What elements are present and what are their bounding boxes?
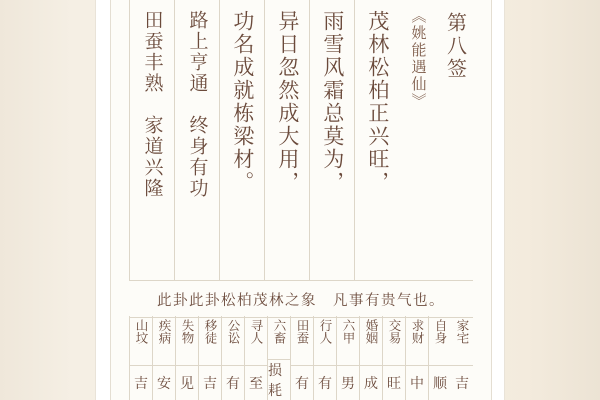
slip-title: 《姚能遇仙》 (409, 8, 426, 110)
category-value: 损耗 (268, 364, 282, 399)
category-label-wrap (337, 316, 359, 366)
category-cell (405, 316, 428, 400)
category-label-wrap (429, 316, 451, 366)
category-cell (313, 316, 336, 400)
category-value: 见 (180, 377, 194, 392)
category-value-wrap (429, 366, 451, 400)
summary-band (129, 280, 473, 318)
category-cell (244, 316, 267, 400)
category-label: 失物 (180, 319, 194, 344)
category-label-wrap (130, 316, 152, 366)
category-cell (382, 316, 405, 400)
category-value-wrap (245, 366, 267, 400)
category-value-wrap (337, 366, 359, 400)
verse-column-3 (264, 0, 309, 280)
category-label-wrap (176, 316, 198, 366)
category-label-wrap (153, 316, 175, 366)
slip-number: 第八签 (443, 12, 466, 81)
slip-card (96, 0, 504, 400)
side-line-1: 路上亨通 终身有功 (186, 10, 208, 199)
side-column-1 (174, 0, 219, 280)
summary-right-text: 凡事有贵气也。 (333, 292, 445, 309)
category-cell (221, 316, 244, 400)
category-value-wrap (199, 366, 221, 400)
category-cell (428, 316, 451, 400)
category-label: 移徒 (203, 319, 217, 344)
category-cell (267, 316, 290, 400)
slip-card-inner (110, 0, 492, 400)
verse-line-4: 功名成就栋梁材。 (230, 10, 255, 194)
category-label-wrap (451, 316, 473, 366)
category-value-wrap (153, 366, 175, 400)
category-label: 疾病 (157, 319, 171, 344)
category-label-wrap (383, 316, 405, 366)
category-label: 公讼 (226, 319, 240, 344)
side-column-2 (129, 0, 174, 280)
category-value-wrap (406, 366, 428, 400)
category-cell (451, 316, 473, 400)
category-label: 六畜 (272, 319, 286, 344)
category-value: 有 (226, 377, 240, 392)
category-value: 安 (157, 377, 171, 392)
category-label-wrap (291, 316, 313, 366)
category-cell (198, 316, 221, 400)
category-value-wrap (451, 366, 473, 400)
verse-column-4 (219, 0, 264, 280)
category-label: 行人 (318, 319, 332, 344)
category-cell (359, 316, 382, 400)
category-value: 顺 (433, 377, 447, 392)
category-cell (336, 316, 359, 400)
category-label-wrap (199, 316, 221, 366)
category-cell (290, 316, 313, 400)
verse-column-2 (309, 0, 354, 280)
category-label: 自身 (433, 319, 447, 344)
category-cell (175, 316, 198, 400)
category-grid (129, 316, 473, 400)
category-cell (152, 316, 175, 400)
slip-title-wrap (399, 0, 437, 280)
side-line-2: 田蚕丰熟 家道兴隆 (141, 10, 163, 199)
verse-column-1 (354, 0, 399, 280)
verse-line-2: 雨雪风霜总莫为， (320, 10, 345, 194)
category-value-wrap (360, 366, 382, 400)
category-value-wrap (291, 366, 313, 400)
category-value: 成 (364, 377, 378, 392)
category-label: 山坟 (134, 319, 148, 344)
category-value-wrap (314, 366, 336, 400)
category-value: 吉 (134, 377, 148, 392)
category-label: 婚姻 (364, 319, 378, 344)
category-label: 求财 (410, 319, 424, 344)
verse-line-1: 茂林松柏正兴旺， (365, 10, 390, 194)
slip-heading-row (399, 0, 473, 280)
category-label-wrap (268, 316, 290, 360)
category-value: 旺 (387, 377, 401, 392)
category-label-wrap (360, 316, 382, 366)
category-value-wrap (176, 366, 198, 400)
category-value: 有 (295, 377, 309, 392)
category-label-wrap (314, 316, 336, 366)
category-cell (129, 316, 152, 400)
slip-heading-column (399, 0, 473, 280)
category-value: 吉 (203, 377, 217, 392)
summary-left-text: 此卦此卦松柏茂林之象 (157, 292, 317, 309)
category-value-wrap (383, 366, 405, 400)
slip-number-wrap (437, 0, 473, 280)
category-value-wrap (222, 366, 244, 400)
category-label: 田蚕 (295, 319, 309, 344)
category-value: 男 (341, 377, 355, 392)
category-label: 六甲 (341, 319, 355, 344)
category-label-wrap (406, 316, 428, 366)
verse-area (129, 0, 473, 280)
category-value-wrap (268, 360, 290, 400)
category-value: 有 (318, 377, 332, 392)
category-value: 吉 (455, 377, 469, 392)
category-label: 寻人 (249, 319, 263, 344)
category-label-wrap (222, 316, 244, 366)
category-value-wrap (130, 366, 152, 400)
category-value: 中 (410, 377, 424, 392)
category-label-wrap (245, 316, 267, 366)
category-label: 交易 (387, 319, 401, 344)
category-value: 至 (249, 377, 263, 392)
verse-line-3: 异日忽然成大用， (275, 10, 300, 194)
category-label: 家宅 (455, 319, 469, 344)
